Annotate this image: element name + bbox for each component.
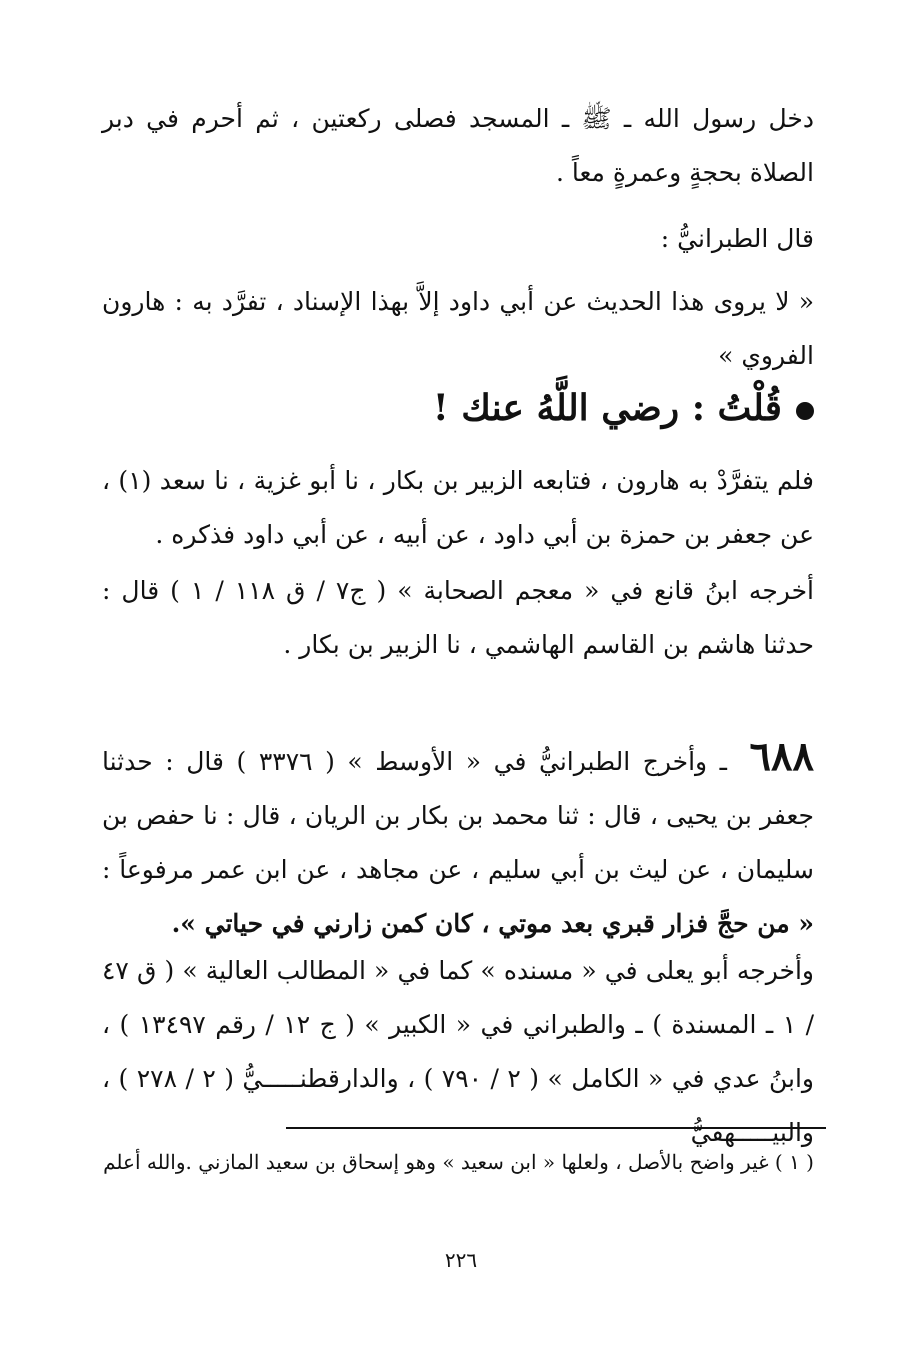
hadith-matn: « من حجَّ فزار قبري بعد موتي ، كان كمن زارني في حياتي ». [171,909,814,938]
paragraph-takhrij: وأخرجه أبو يعلى في « مسنده » كما في « المطالب العالية » ( ق ٤٧ / ١ ـ المسندة ) ـ والطبراني في « الكبير » ( ج ١٢ / رقم ١٣٤٩٧ ) ، وابنُ عدي في « الكامل » ( ٢ / ٧٩٠ ) ، والدارقطنـــــيُّ ( ٢ / ٢٧٨ ) ، والبيـــــهقيُّ [102,956,815,1147]
heading-text: قُلْتُ : رضي اللَّهُ عنك ! [432,387,782,429]
hadith-text: ـ وأخرج الطبرانيُّ في « الأوسط » ( ٣٣٧٦ ) قال : حدثنا جعفر بن يحيى ، قال : ثنا محمد بن بكار بن الريان ، قال : نا حفص بن سليمان ، عن ليث بن أبي سليم ، عن مجاهد ، عن ابن عمر مرفوعاً : [102,747,814,884]
hadith-number: ٦٨٨ [749,733,814,780]
paragraph-mutaba: فلم يتفرَّدْ به هارون ، فتابعه الزبير بن بكار ، نا أبو غزية ، نا سعد (١) ، عن جعفر بن حمزة بن أبي داود ، عن أبيه ، عن أبي داود فذكره . [102,466,814,549]
paragraph-tabarani-intro: قال الطبرانيُّ : [660,224,814,253]
hadith-entry [102,730,814,951]
footnote: ( ١ ) غير واضح بالأصل ، ولعلها « ابن سعيد » وهو إسحاق بن سعيد المازني .والله أعلم [103,1150,814,1174]
section-heading [102,378,814,438]
page-number: ٢٢٦ [444,1248,478,1272]
paragraph-hadith-continuation: دخل رسول الله ـ ﷺ ـ المسجد فصلى ركعتين ، ثم أحرم في دبر الصلاة بحجةٍ وعمرةٍ معاً . [102,104,814,187]
bullet-icon [796,402,814,420]
paragraph-tabarani-quote: « لا يروى هذا الحديث عن أبي داود إلاَّ بهذا الإسناد ، تفرَّد به : هارون الفروي » [102,287,814,370]
footnote-divider [286,1127,826,1129]
paragraph-ibn-qani: أخرجه ابنُ قانع في « معجم الصحابة » ( ج٧ / ق ١١٨ / ١ ) قال : حدثنا هاشم بن القاسم الهاشمي ، نا الزبير بن بكار . [102,576,814,659]
